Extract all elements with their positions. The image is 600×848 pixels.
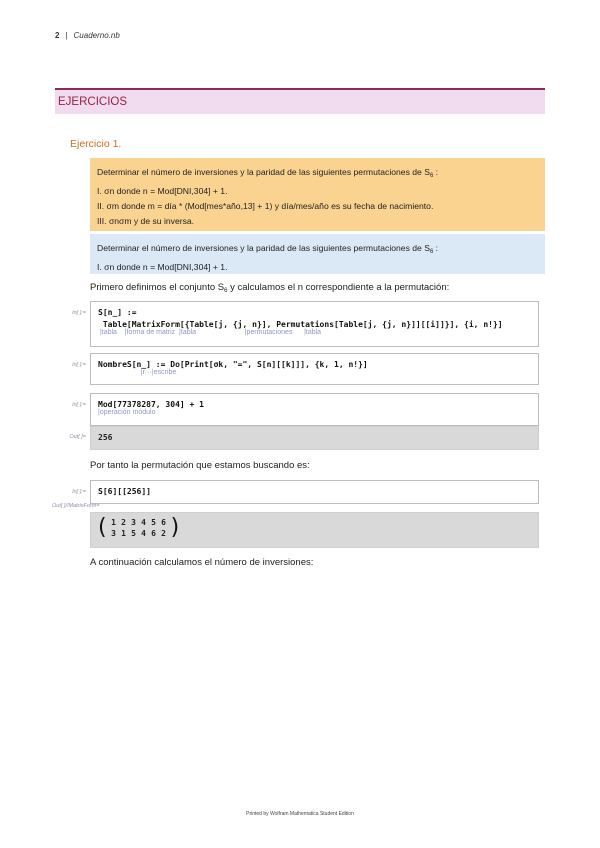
matrix-entry: 2 [161,529,166,538]
statement-line-3: II. σm donde m = día * (Mod[mes*año,13] + 1) y día/mes/año es su fecha de nacimiento. [97,201,434,211]
input-cell-define-s[interactable] [90,301,539,347]
input-label: In[ ]:= [72,310,86,316]
code-line: S[6][[256]] [98,487,151,496]
function-hints: |tabla |forma de matriz |tabla |permutaciones |tabla [98,329,322,336]
notebook-name: Cuaderno.nb [73,31,120,40]
section-header[interactable] [55,88,545,114]
matrix-entry: 3 [131,518,136,527]
subsection-title[interactable]: Ejercicio 1. [70,138,122,150]
matrix-entry: 5 [151,518,156,527]
statement-line-1: Determinar el número de inversiones y la paridad de las siguientes permutaciones de $S_6$ : [97,167,439,179]
page-header [55,31,120,40]
page-number: 2 [55,31,60,40]
matrix-entry: 1 [121,529,126,538]
output-cell-mod[interactable] [90,426,539,450]
output-label: Out[ ]//MatrixForm= [52,503,100,509]
output-cell-matrix[interactable] [90,512,539,548]
exercise-statement-box[interactable] [90,158,545,231]
text-permutation[interactable]: Por tanto la permutación que estamos buscando es: [90,460,310,471]
left-paren: ( [98,515,107,540]
matrix-entry: 4 [141,529,146,538]
matrix-entry: 3 [111,529,116,538]
statement-line-4: III. σnσm y de su inversa. [97,216,195,226]
subexercise-line-1: Determinar el número de inversiones y la paridad de las siguientes permutaciones de $S_6$ : [97,243,439,255]
matrix-entry: 5 [131,529,136,538]
statement-line-2: I. σn donde n = Mod[DNI,304] + 1. [97,186,228,196]
permutation-matrix [98,517,531,539]
input-cell-nombre-s[interactable] [90,353,539,385]
matrix-row [109,528,169,539]
matrix-entry: 2 [121,518,126,527]
function-hints: |r···|escribe [98,369,177,376]
function-hint: |operación módulo [98,409,156,416]
matrix-entry: 6 [161,518,166,527]
right-paren: ) [170,515,180,540]
input-cell-mod[interactable] [90,393,539,426]
code-line: Mod[77378287, 304] + 1 [98,400,204,409]
input-label: In[ ]:= [72,362,86,368]
input-cell-s6[interactable] [90,480,539,504]
subexercise-line-2: I. σn donde n = Mod[DNI,304] + 1. [97,262,228,272]
input-label: In[ ]:= [72,402,86,408]
code-line: Table[MatrixForm[{Table[j, {j, n}], Permutations[Table[j, {j, n}]][[i]]}], {i, n!}] [98,320,503,329]
matrix-entry: 4 [141,518,146,527]
section-title: EJERCICIOS [58,96,128,108]
code-line: NombreS[n_] := Do[Print[σk, "=", S[n][[k]]], {k, 1, n!}] [98,360,368,369]
text-intro[interactable]: Primero definimos el conjunto $S_6$ y calculamos el n correspondiente a la permutación: [90,282,450,294]
matrix-rows [109,517,169,539]
matrix-entry: 6 [151,529,156,538]
header-separator: | [65,31,68,40]
input-label: In[ ]:= [72,489,86,495]
matrix-entry: 1 [111,518,116,527]
output-label: Out[ ]= [69,434,86,440]
matrix-row [109,517,169,528]
subexercise-box[interactable] [90,234,545,274]
code-line: S[n_] := [98,308,137,317]
text-inversions[interactable]: A continuación calculamos el número de inversiones: [90,557,314,568]
output-value: 256 [98,433,113,442]
page-footer: Printed by Wolfram Mathematica Student Edition [246,811,354,817]
